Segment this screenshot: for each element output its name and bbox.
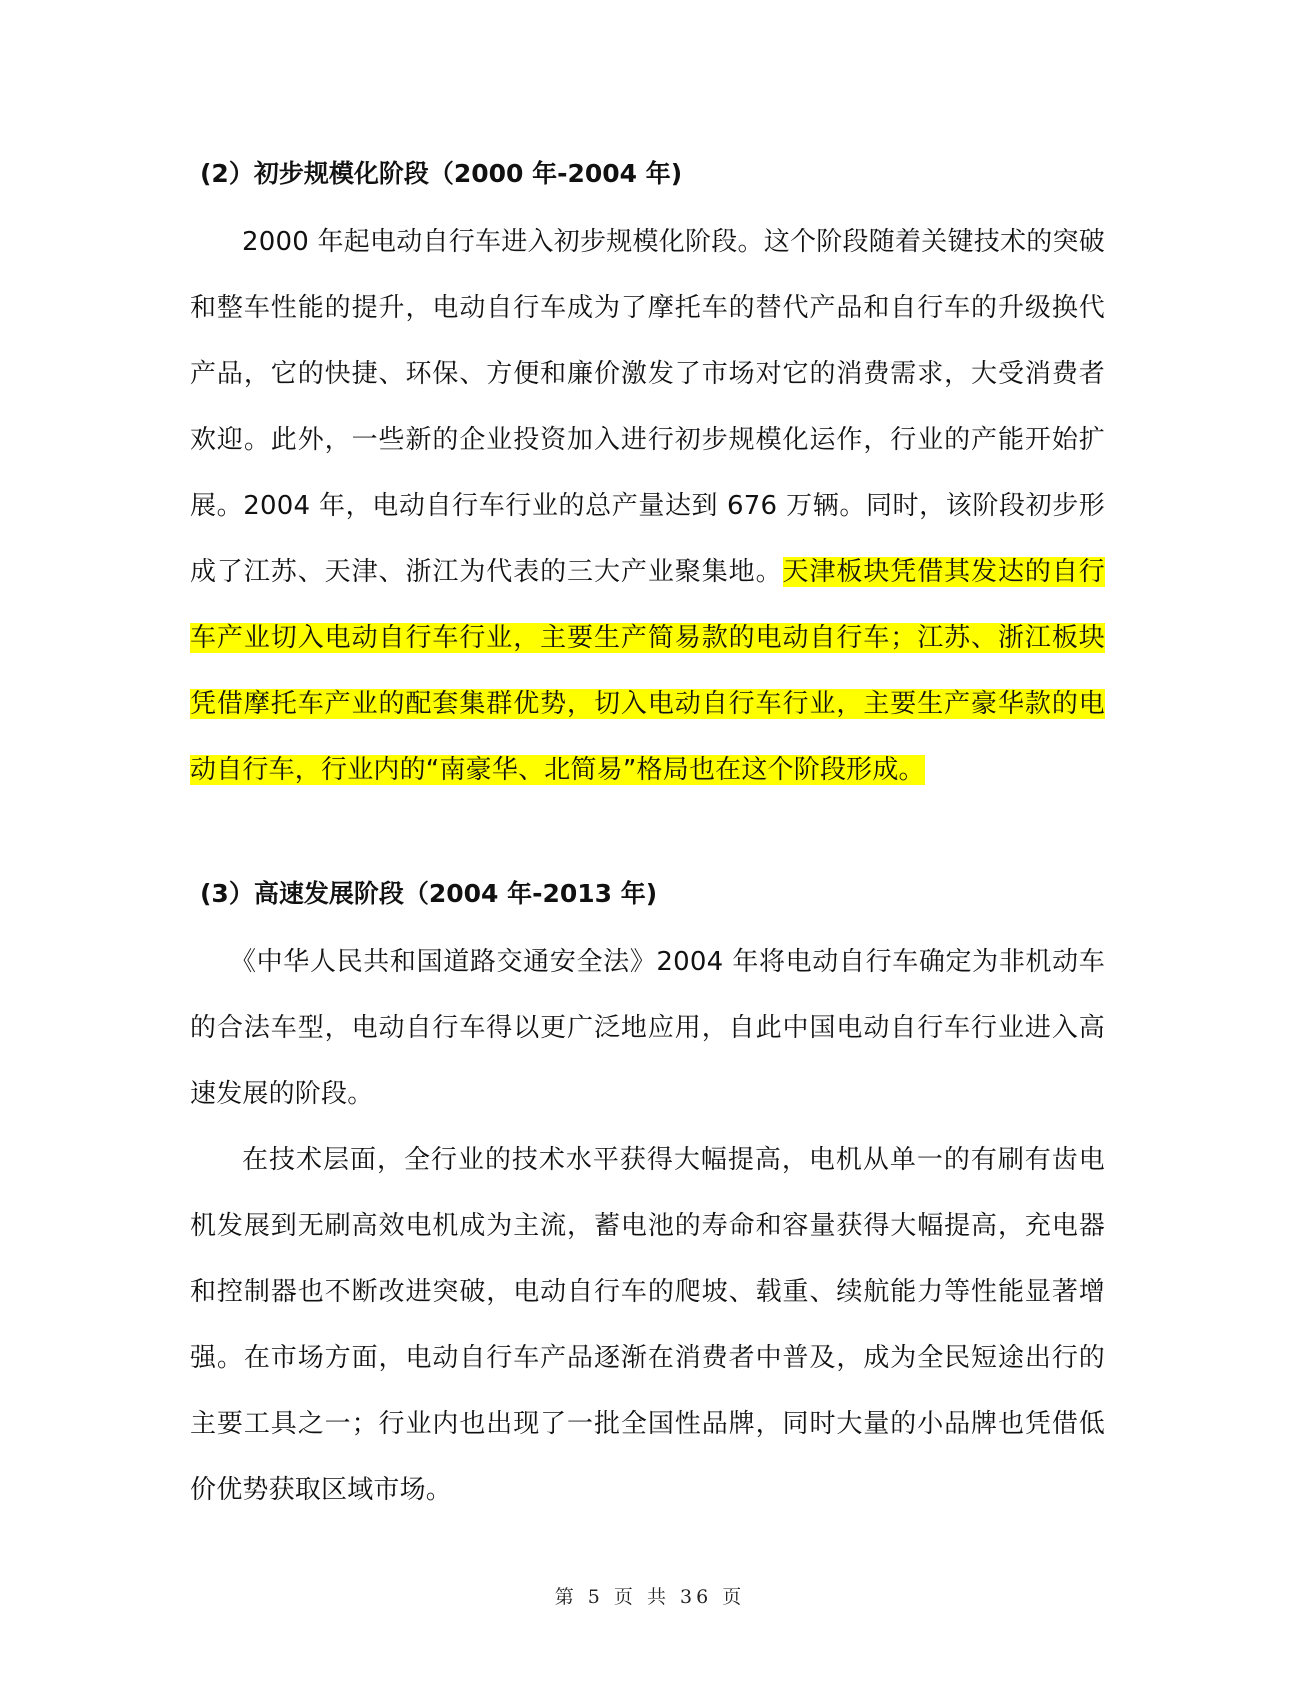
- section-2-paragraph: [190, 209, 1105, 803]
- section-2-heading: (2）初步规模化阶段（2000 年-2004 年): [200, 159, 683, 188]
- section-3-paragraph-2: 在技术层面，全行业的技术水平获得大幅提高，电机从单一的有刷有齿电机发展到无刷高效电机成为主流，蓄电池的寿命和容量获得大幅提高，充电器和控制器也不断改进突破，电动自行车的爬坡、载重、续航能力等性能显著增强。在市场方面，电动自行车产品逐渐在消费者中普及，成为全民短途出行的主要工具之一；行业内也出现了一批全国性品牌，同时大量的小品牌也凭借低价优势获取区域市场。: [190, 1145, 1105, 1505]
- page-content: [190, 155, 1105, 1523]
- section-3-heading: (3）高速发展阶段（2004 年-2013 年): [200, 879, 658, 908]
- section-2-paragraph-text: 2000 年起电动自行车进入初步规模化阶段。这个阶段随着关键技术的突破和整车性能的提升，电动自行车成为了摩托车的替代产品和自行车的升级换代产品，它的快捷、环保、方便和廉价激发了市场对它的消费需求，大受消费者欢迎。此外，一些新的企业投资加入进行初步规模化运作，行业的产能开始扩展。2004 年，电动自行车行业的总产量达到 676 万辆。同时，该阶段初步形成了江苏、天津、浙江为代表的三大产业聚集地。: [190, 227, 1105, 587]
- highlighted-text: 天津板块凭借其发达的自行车产业切入电动自行车行业，主要生产简易款的电动自行车；江苏、浙江板块凭借摩托车产业的配套集群优势，切入电动自行车行业，主要生产豪华款的电动自行车，行业内的“南豪华、北简易”格局也在这个阶段形成。: [190, 557, 1105, 785]
- section-spacer: [190, 803, 1105, 875]
- page-number-footer: 第 5 页 共 36 页: [554, 1586, 746, 1608]
- section-3-paragraph-1: 《中华人民共和国道路交通安全法》2004 年将电动自行车确定为非机动车的合法车型，电动自行车得以更广泛地应用，自此中国电动自行车行业进入高速发展的阶段。: [190, 947, 1105, 1109]
